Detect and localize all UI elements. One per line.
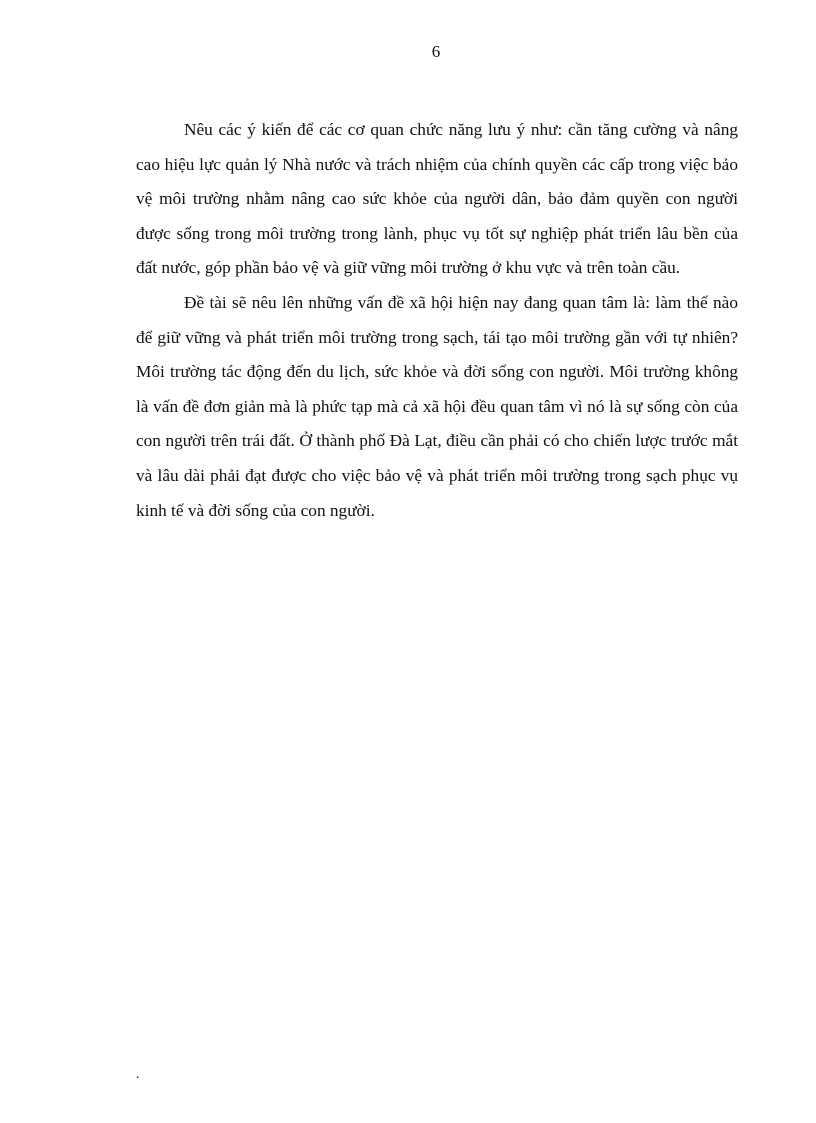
paragraph-2: Đề tài sẽ nêu lên những vấn đề xã hội hiện nay đang quan tâm là: làm thế nào để giữ vững và phát triển môi trường trong sạch, tái tạo môi trường gần với tự nhiên? Môi trường tác động đến du lịch, sức khỏe và đời sống con người. Môi trường không là vấn đề đơn giản mà là phức tạp mà cả xã hội đều quan tâm vì nó là sự sống còn của con người trên trái đất. Ở thành phố Đà Lạt, điều cần phải có cho chiến lược trước mắt và lâu dài phải đạt được cho việc bảo vệ và phát triển môi trường trong sạch phục vụ kinh tế và đời sống của con người. [136, 292, 738, 520]
body-text [136, 113, 738, 528]
paragraph-1: Nêu các ý kiến để các cơ quan chức năng lưu ý như: cần tăng cường và nâng cao hiệu lực quản lý Nhà nước và trách nhiệm của chính quyền các cấp trong việc bảo vệ môi trường nhằm nâng cao sức khỏe của người dân, bảo đảm quyền con người được sống trong môi trường trong lành, phục vụ tốt sự nghiệp phát triển lâu bền của đất nước, góp phần bảo vệ và giữ vững môi trường ở khu vực và trên toàn cầu. [136, 120, 738, 278]
footer-mark: . [136, 1067, 140, 1082]
page-number: 6 [431, 42, 441, 61]
